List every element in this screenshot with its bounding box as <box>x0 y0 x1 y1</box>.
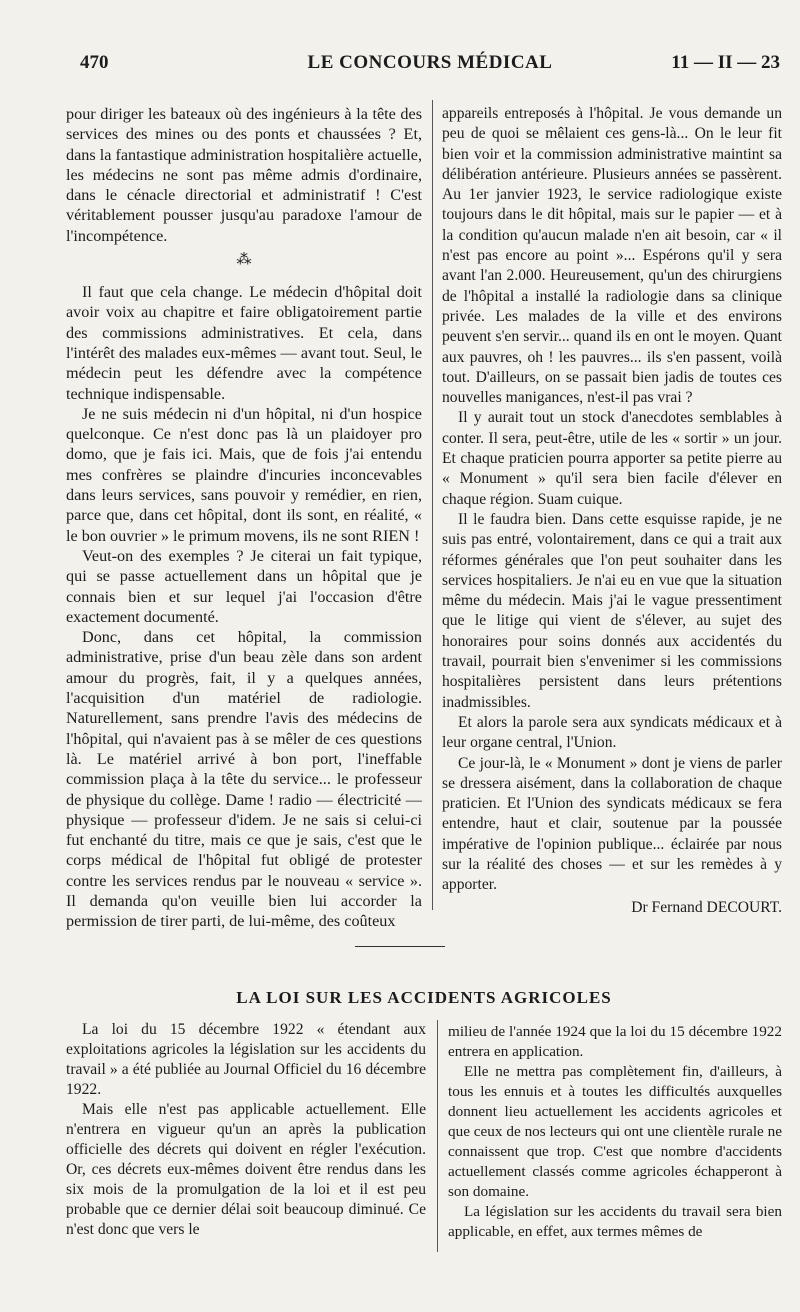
paragraph: Il y aurait tout un stock d'anecdotes semblables à conter. Il sera, peut-être, utile de les « sortir » un jour. Et chaque praticien pourra apporter sa petite pierre au « Monument » qu'il sera bien facile d'élever en chaque région. Suam cuique. <box>442 409 782 508</box>
article-title: LA LOI SUR LES ACCIDENTS AGRICOLES <box>236 988 612 1007</box>
paragraph: Donc, dans cet hôpital, la commission administrative, prise d'un beau zèle dans son ardent amour du progrès, fait, il y a quelques années, l'acquisition d'un matériel de radiologie. Naturellement, sans prendre l'avis des médecins de l'hôpital, qui n'avaient pas à se mêler de ces questions là. Le matériel arrivé à bon port, l'ineffable commission plaça à la tête du service... le professeur de physique du collège. Dame ! radio — électricité — physique — professeur d'idem. Je ne sais si celui-ci fut enchanté du titre, mais ce que je sais, c'est que le corps médical de l'hôpital fut obligé de protester contre les services rendus par le nouveau « service ». Il demanda qu'on veuille bien lui accorder la permission de tirer parti, de lui-même, des coûteux <box>66 628 422 931</box>
issue-date: 11 — II — 23 <box>671 52 780 73</box>
asterism: ⁂ <box>236 252 252 269</box>
paragraph: Mais elle n'est pas applicable actuellement. Elle n'entrera en vigueur qu'un an après la publication officielle des décrets qui doivent en régler l'exécution. Or, ces décrets eux-mêmes doivent être rendus dans les six mois de la promulgation de la loi et il est peu probable que ce dernier délai soit beaucoup diminué. Ce n'est donc que vers le <box>66 1101 426 1238</box>
paragraph: La loi du 15 décembre 1922 « étendant aux exploitations agricoles la législation sur les accidents du travail » a été publiée au Journal Officiel du 16 décembre 1922. <box>66 1021 426 1098</box>
author-signature: Dr Fernand DECOURT. <box>631 898 782 916</box>
article-right-column <box>448 1022 782 1242</box>
left-column <box>66 104 422 932</box>
paragraph: Il le faudra bien. Dans cette esquisse rapide, je ne suis pas entré, volontairement, dans ce qui a trait aux réformes générales que l'on peut souhaiter dans les services hospitaliers. Je n'ai eu en vue que la situation même du médecin. Mais j'ai le vague pressentiment que le litige qui vient de s'élever, au sujet des honoraires pour soins donnés aux accidentés du travail, pourrait bien s'envenimer si les commissions hospitalières persistent dans leurs prétentions inadmissibles. <box>442 510 782 711</box>
paragraph: La législation sur les accidents du travail sera bien applicable, en effet, aux termes mêmes de <box>448 1203 782 1240</box>
journal-title: LE CONCOURS MÉDICAL <box>307 52 553 73</box>
article-left-column <box>66 1020 426 1240</box>
page-number: 470 <box>80 52 109 73</box>
column-divider <box>437 1020 438 1252</box>
paragraph: Ce jour-là, le « Monument » dont je viens de parler se dressera aisément, dans la collaboration de chaque praticien. Et l'Union des syndicats médicaux se fera entendre, haut et clair, soutenue par la poussée impérative de l'opinion publique... éclairée par nous sur la réalité des choses — et sur les remèdes à y apporter. <box>442 754 782 894</box>
column-divider <box>432 100 433 910</box>
paragraph: Il faut que cela change. Le médecin d'hôpital doit avoir voix au chapitre et faire obligatoirement partie des commissions administratives. Et cela, dans l'intérêt des malades eux-mêmes — avant tout. Seul, le médecin peut les défendre avec la compétence technique indispensable. <box>66 283 422 403</box>
paragraph: appareils entreposés à l'hôpital. Je vous demande un peu de quoi se mêlaient ces gens-là... On le leur fit bien voir et la commission administrative maintint sa délibération antérieure. Plusieurs années se passèrent. Au 1er janvier 1923, le service radiologique existe toujours dans le dit hôpital, mais sur le papier — et à la condition qu'aucun malade n'en ait besoin, car « il n'est pas encore au point »... Espérons qu'il y sera avant l'an 2.000. Heureusement, qu'un des chirurgiens de l'hôpital a installé la radiologie dans sa clinique privée. Les malades de la ville et des environs peuvent s'en servir... quand ils en ont le moyen. Quant aux pauvres, oh ! les pauvres... ils s'en passent, voilà tout. D'ailleurs, on se passait bien jadis de toutes ces nouvelles manigances, n'est-il pas vrai ? <box>442 105 782 407</box>
paragraph: Je ne suis médecin ni d'un hôpital, ni d'un hospice quelconque. Ce n'est donc pas là un plaidoyer pro domo, que je fais ici. Mais, que de fois j'ai entendu mes confrères se plaindre d'incuries inconcevables dans leurs services, sans pouvoir y remédier, en rien, parce que, dans cet hôpital, dont ils sont, en réalité, « le bon ouvrier » le primum movens, ils ne sont RIEN ! <box>66 404 422 545</box>
paragraph: Veut-on des exemples ? Je citerai un fait typique, qui se passe actuellement dans un hôpital que je connais bien et sur lequel j'ai l'occasion d'être exactement documenté. <box>66 546 422 626</box>
paragraph: pour diriger les bateaux où des ingénieurs à la tête des services des mines ou des ponts et chaussées ? Et, dans la fantastique administration hospitalière actuelle, les médecins ne sont pas même admis d'ordinaire, dans le cénacle directorial et administratif ! C'est véritablement pousser jusqu'au paradoxe l'amour de l'incompétence. <box>66 105 423 245</box>
right-column <box>442 104 782 918</box>
page-header <box>80 52 780 82</box>
paragraph: milieu de l'année 1924 que la loi du 15 décembre 1922 entrera en application. <box>448 1023 782 1060</box>
paragraph: Et alors la parole sera aux syndicats médicaux et à leur organe central, l'Union. <box>442 713 782 752</box>
paragraph: Elle ne mettra pas complètement fin, d'ailleurs, à tous les ennuis et à toutes les difficultés auxquelles donnent lieu actuellement les accidents agricoles et que ceux de nos lecteurs qui ont une clientèle rurale ne connaissent que trop. C'est que nombre d'accidents actuellement classés comme agricoles échapperont à son domaine. <box>448 1063 782 1200</box>
section-divider <box>355 946 445 947</box>
